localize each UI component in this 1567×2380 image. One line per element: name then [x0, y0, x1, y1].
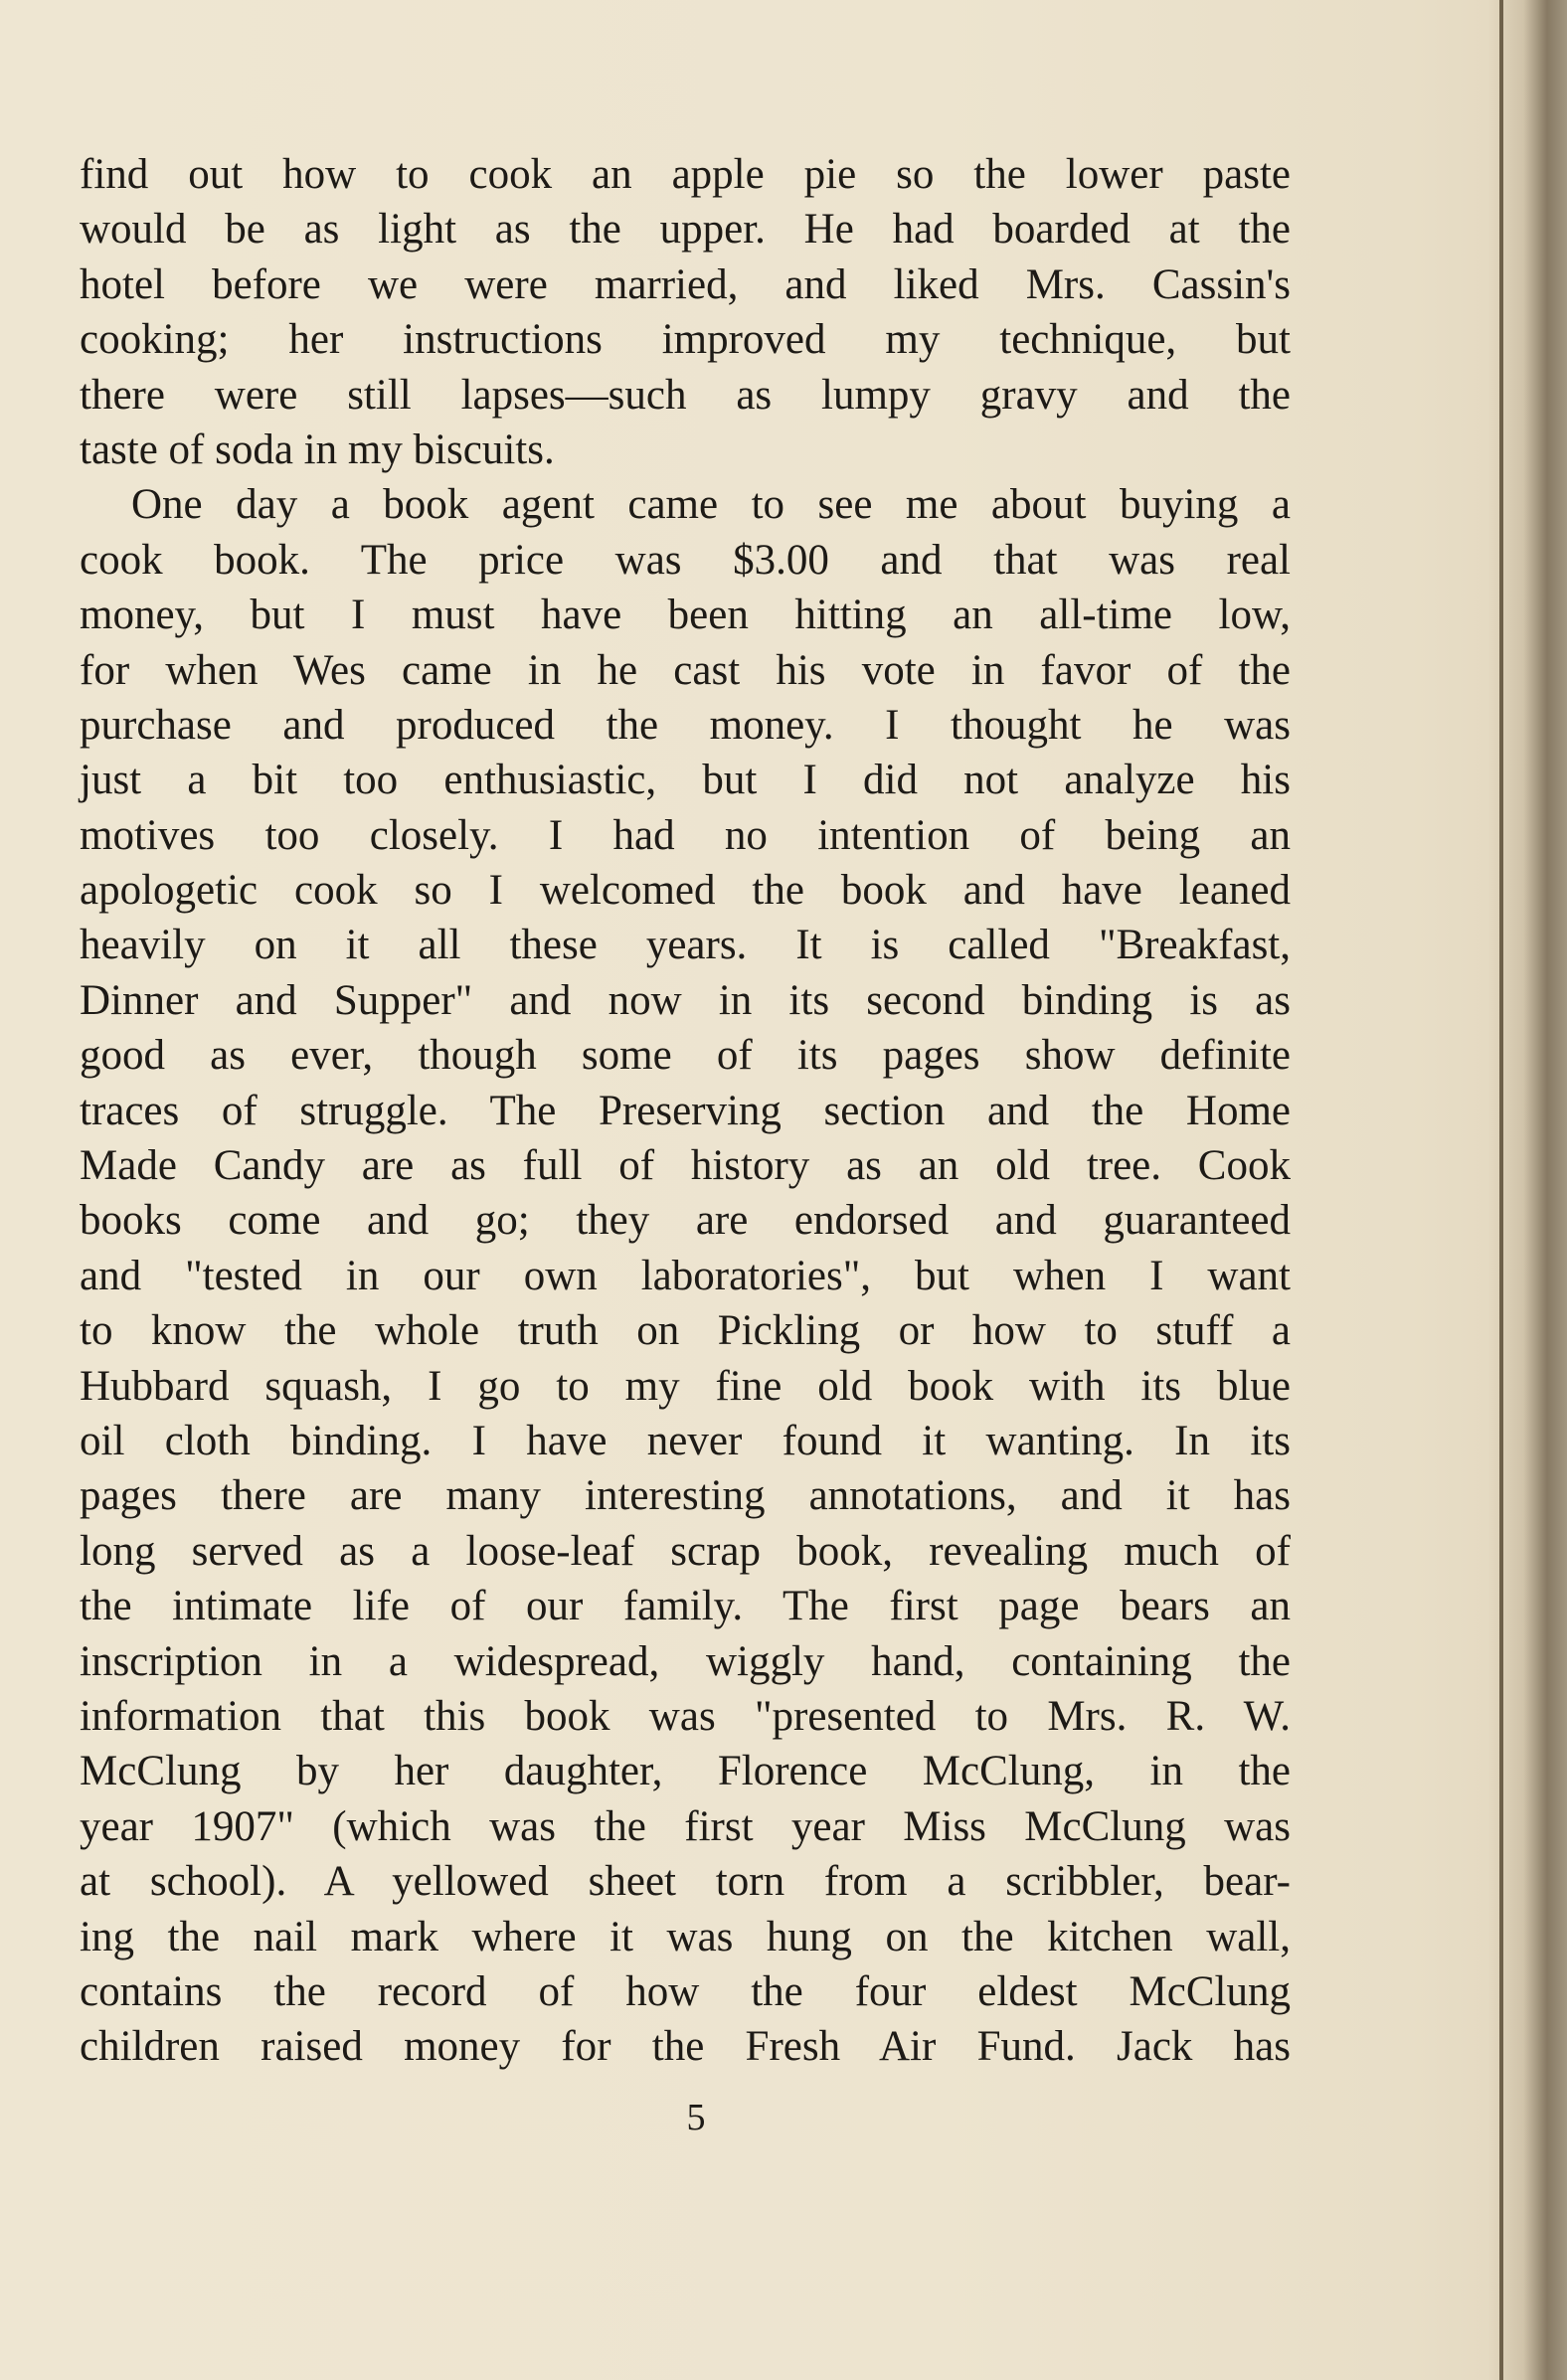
text-line: contains the record of how the four eldest McClung [80, 1967, 1291, 2015]
text-line: long served as a loose-leaf scrap book, revealing much of [80, 1527, 1291, 1575]
text-line: oil cloth binding. I have never found it wanting. In its [80, 1417, 1291, 1464]
text-line: children raised money for the Fresh Air Fund. Jack has [80, 2023, 1291, 2071]
text-line: for when Wes came in he cast his vote in favor of the [80, 646, 1291, 694]
text-line: just a bit too enthusiastic, but I did not analyze his [80, 757, 1291, 804]
text-line: year 1907" (which was the first year Miss McClung was [80, 1802, 1291, 1850]
body-text [80, 147, 1291, 2075]
text-line: find out how to cook an apple pie so the lower paste [80, 151, 1291, 198]
text-line: Dinner and Supper" and now in its second binding is as [80, 976, 1291, 1024]
text-line: One day a book agent came to see me about buying a [131, 481, 1291, 529]
text-line: good as ever, though some of its pages show definite [80, 1032, 1291, 1080]
text-line: to know the whole truth on Pickling or how to stuff a [80, 1307, 1291, 1355]
text-line: and "tested in our own laboratories", but when I want [80, 1252, 1291, 1299]
text-line: heavily on it all these years. It is called "Breakfast, [80, 922, 1291, 969]
text-line: cook book. The price was $3.00 and that was real [80, 536, 1291, 584]
text-line: money, but I must have been hitting an all-time low, [80, 592, 1291, 639]
text-line: ing the nail mark where it was hung on the kitchen wall, [80, 1913, 1291, 1960]
text-line: McClung by her daughter, Florence McClung, in the [80, 1748, 1291, 1795]
text-line: Made Candy are as full of history as an old tree. Cook [80, 1142, 1291, 1190]
text-line: inscription in a widespread, wiggly hand, containing the [80, 1637, 1291, 1685]
text-line: hotel before we were married, and liked Mrs. Cassin's [80, 260, 1291, 308]
text-line: the intimate life of our family. The first page bears an [80, 1583, 1291, 1630]
text-line: information that this book was "presented to Mrs. R. W. [80, 1692, 1291, 1740]
text-line: would be as light as the upper. He had boarded at the [80, 206, 1291, 254]
text-line: at school). A yellowed sheet torn from a scribbler, bear- [80, 1858, 1291, 1906]
text-line: cooking; her instructions improved my technique, but [80, 316, 1291, 364]
text-line: taste of soda in my biscuits. [80, 425, 555, 473]
spine-edge [1499, 0, 1503, 2380]
text-line: purchase and produced the money. I thought he was [80, 701, 1291, 749]
text-line: Hubbard squash, I go to my fine old book with its blue [80, 1362, 1291, 1410]
page-number: 5 [686, 2097, 706, 2138]
text-line: there were still lapses—such as lumpy gravy and the [80, 371, 1291, 419]
text-line: motives too closely. I had no intention of being an [80, 811, 1291, 859]
text-line: books come and go; they are endorsed and guaranteed [80, 1197, 1291, 1245]
text-line: traces of struggle. The Preserving section and the Home [80, 1087, 1291, 1134]
text-line: pages there are many interesting annotations, and it has [80, 1472, 1291, 1520]
text-line: apologetic cook so I welcomed the book and have leaned [80, 867, 1291, 915]
